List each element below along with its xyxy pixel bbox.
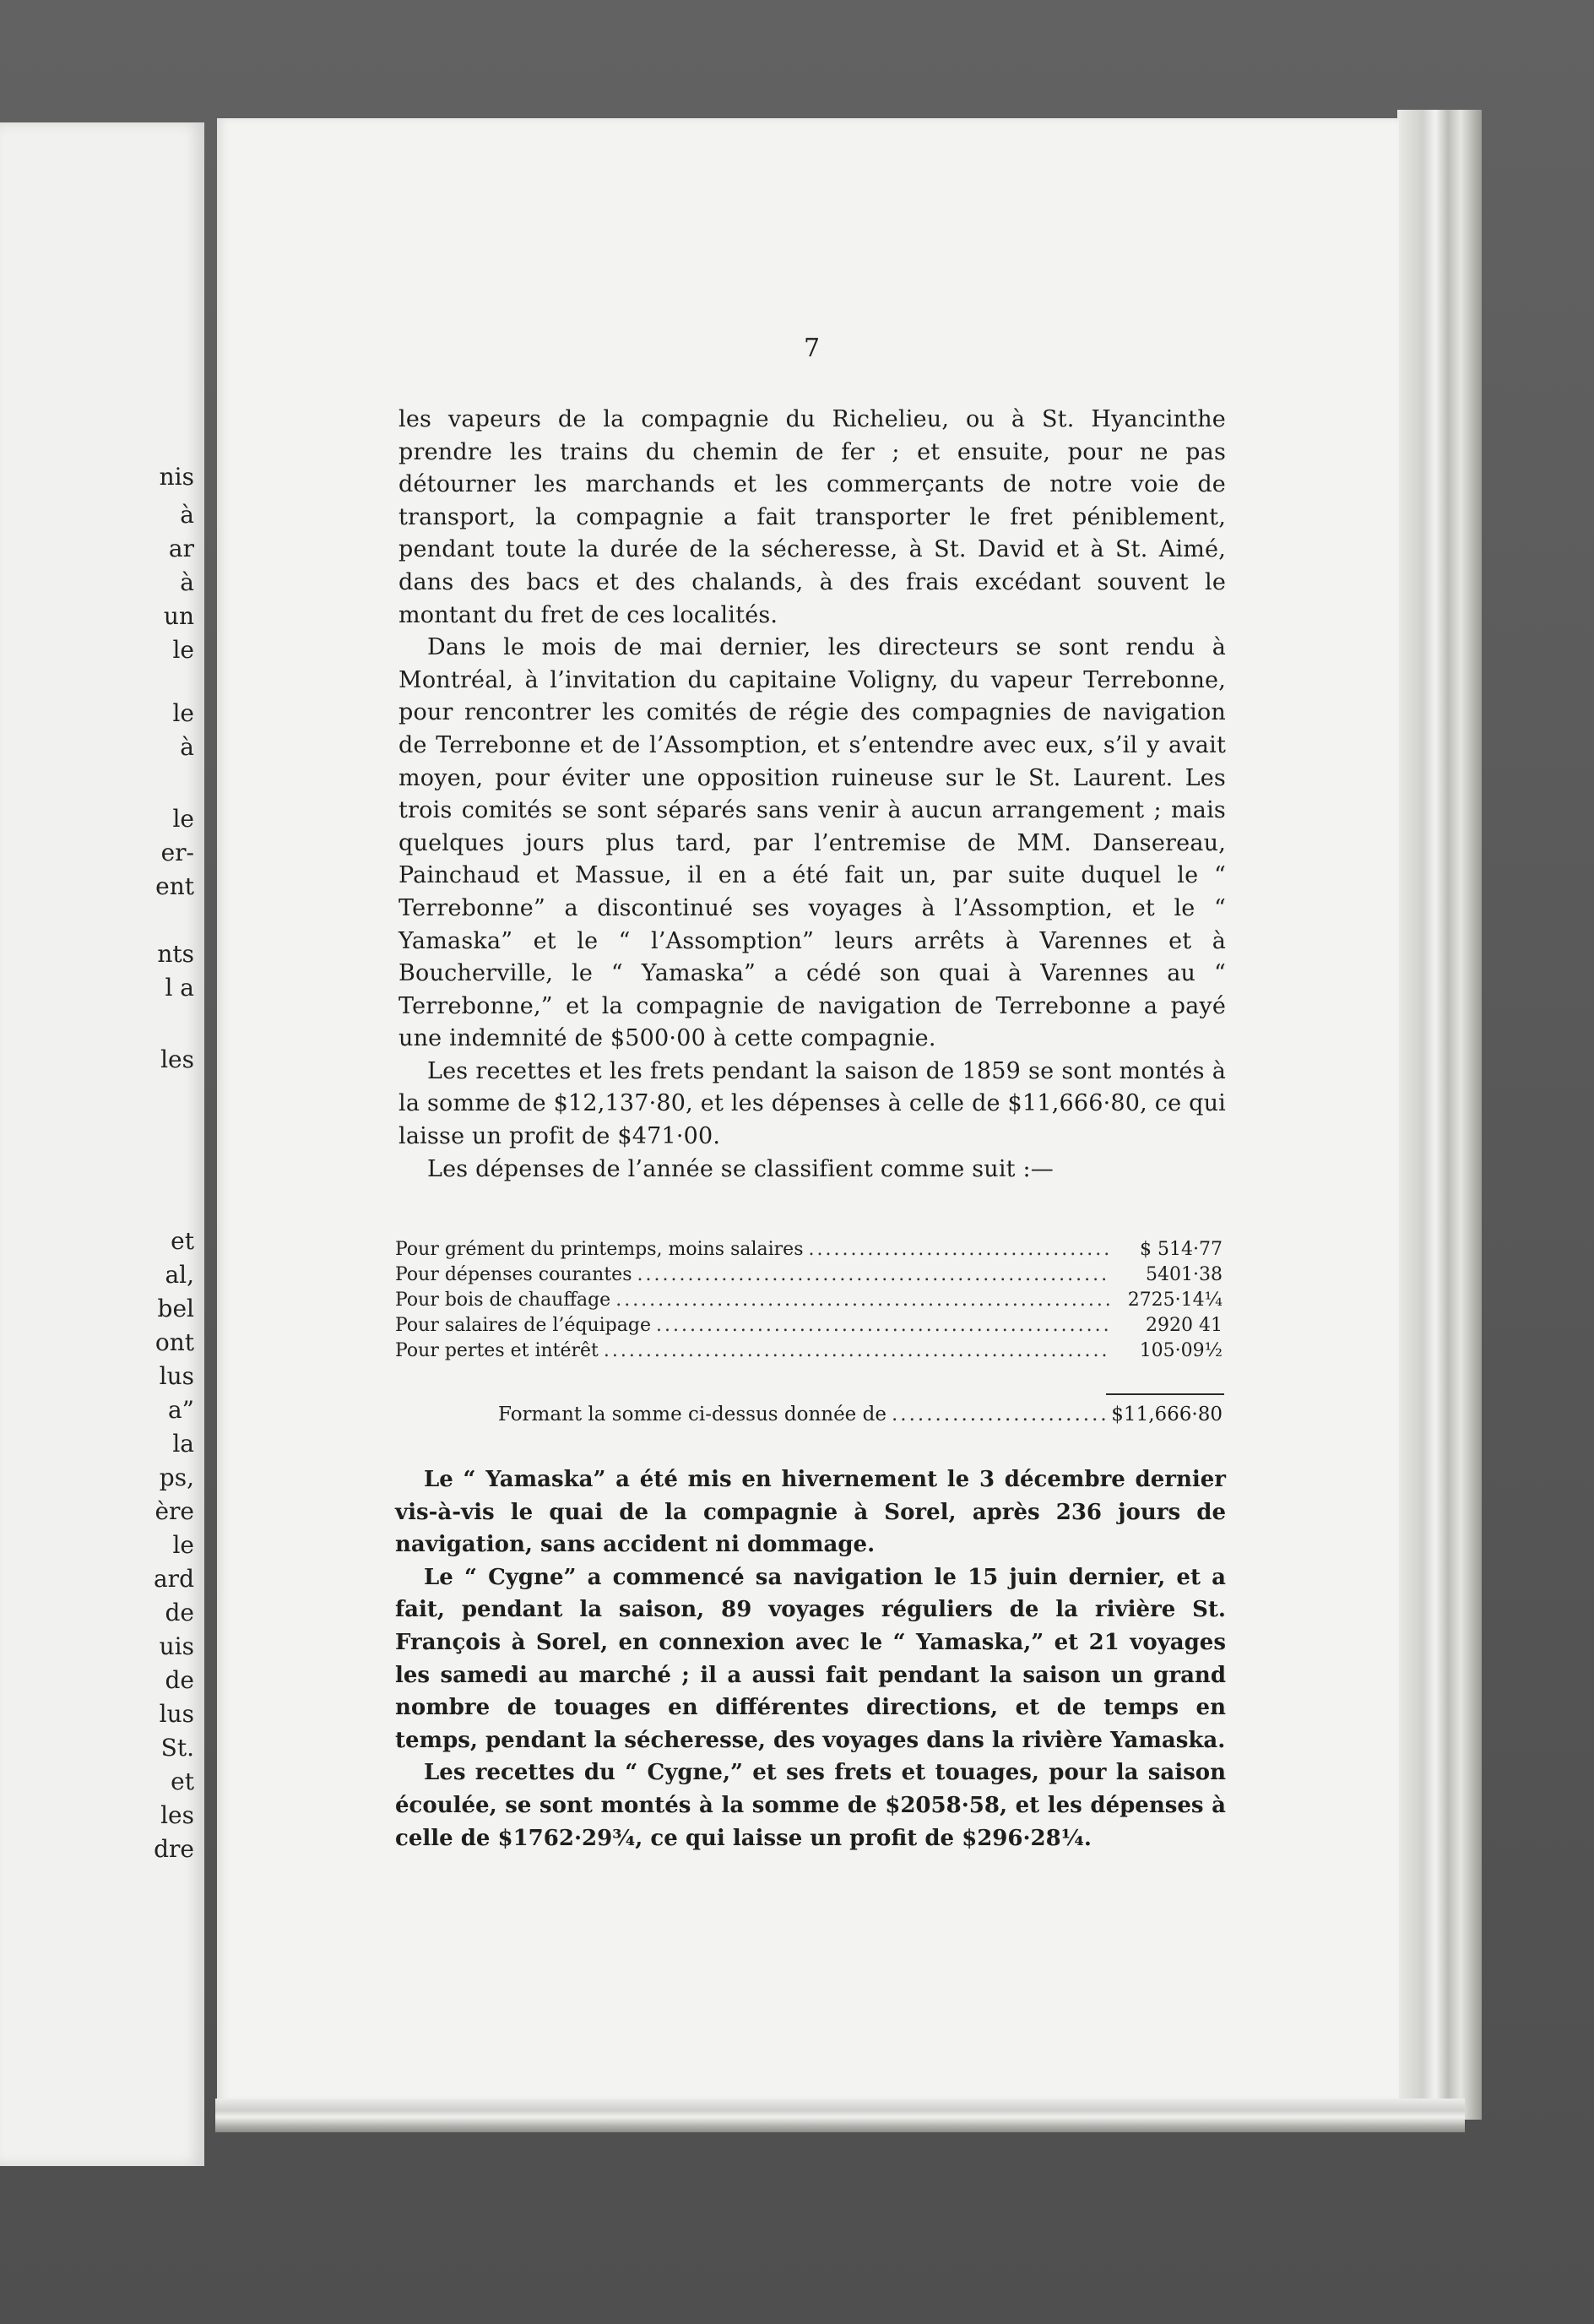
paragraph: Les recettes et les frets pendant la saison de 1859 se sont montés à la somme de $12,137·80, et les dépenses à celle de $11,666·80, ce qui laisse un profit de $471·00. <box>398 1057 1226 1150</box>
expense-label: Pour bois de chauffage <box>395 1290 611 1311</box>
expense-table <box>395 1237 1223 1364</box>
expense-row <box>395 1288 1223 1313</box>
leader-dots <box>615 1288 1109 1313</box>
total-rule <box>1106 1393 1224 1395</box>
expense-row <box>395 1237 1223 1262</box>
total-value: $11,666·80 <box>1111 1404 1223 1425</box>
expense-value: 5401·38 <box>1146 1264 1223 1285</box>
left-page-fragment: St. <box>160 1734 194 1762</box>
page-edges <box>1397 110 1482 2120</box>
expense-value: 105·09½ <box>1139 1340 1223 1361</box>
left-page-fragment: al, <box>165 1261 194 1289</box>
left-page-fragment: lus <box>159 1700 194 1728</box>
expense-row <box>395 1262 1223 1288</box>
leader-dots <box>604 1338 1109 1364</box>
left-page-fragment: le <box>172 1531 194 1559</box>
paragraph: Les dépenses de l’année se classifient comme suit :— <box>427 1155 1055 1182</box>
left-page-fragment: à <box>180 733 194 761</box>
leader-dots <box>892 1402 1106 1427</box>
left-page-fragment: les <box>160 1045 194 1073</box>
left-page-fragment: le <box>172 699 194 727</box>
left-page-fragment: la <box>172 1430 194 1458</box>
total-row <box>498 1402 1223 1427</box>
left-page-fragment: ard <box>153 1565 194 1593</box>
left-page-fragment: et <box>171 1227 194 1255</box>
left-page-fragment: er- <box>160 839 194 866</box>
expense-row <box>395 1338 1223 1364</box>
paragraph: Le “ Yamaska” a été mis en hivernement le 3 décembre dernier vis-à-vis le quai de la compagnie à Sorel, après 236 jours de navigation, sans accident ni dommage. <box>395 1467 1226 1558</box>
left-page-fragment: un <box>163 602 194 630</box>
expense-value: 2725·14¼ <box>1127 1290 1223 1311</box>
paragraph: Les recettes du “ Cygne,” et ses frets et touages, pour la saison écoulée, se sont montés à la somme de $2058·58, et les dépenses à celle de $1762·29¾, ce qui laisse un profit de $296·28¼. <box>395 1760 1226 1851</box>
page-number: 7 <box>804 334 821 363</box>
left-page-fragment: bel <box>157 1295 194 1322</box>
left-page-fragment: ont <box>155 1328 194 1356</box>
expense-value: $ 514·77 <box>1140 1239 1223 1260</box>
left-page-fragment: les <box>160 1801 194 1829</box>
left-page-fragment: de <box>165 1599 194 1626</box>
left-page-fragment: de <box>165 1666 194 1694</box>
expense-label: Pour pertes et intérêt <box>395 1340 599 1361</box>
left-page-fragment: a” <box>167 1396 194 1424</box>
leader-dots <box>637 1262 1110 1288</box>
left-page-fragment: nis <box>159 463 194 491</box>
body-text-upper <box>398 404 1226 1186</box>
left-page-fragment: lus <box>159 1362 194 1390</box>
paragraph: Dans le mois de mai dernier, les directeurs se sont rendu à Montréal, à l’invitation du capitaine Voligny, du vapeur Terrebonne, pour rencontrer les comités de régie des compagnies de navigation de Terrebonne et de l’Assomption, et s’entendre avec eux, s’il y avait moyen, pour éviter une opposition ruineuse sur le St. Laurent. Les trois comités se sont séparés sans venir à aucun arrangement ; mais quelques jours plus tard, par l’entremise de MM. Dansereau, Painchaud et Massue, il en a été fait un, par suite duquel le “ Terrebonne” a discontinué ses voyages à l’Assomption, et le “ Yamaska” et le “ l’Assomption” leurs arrêts à Varennes et à Boucherville, le “ Yamaska” a cédé son quai à Varennes au “ Terrebonne,” et la compagnie de navigation de Terrebonne a payé une indemnité de $500·00 à cette compagnie. <box>398 634 1226 1052</box>
left-page-fragment: ent <box>155 872 194 900</box>
left-page-fragment: ps, <box>159 1463 194 1491</box>
left-page-fragment: l a <box>165 974 194 1002</box>
expense-label: Pour salaires de l’équipage <box>395 1315 651 1336</box>
expense-value: 2920 41 <box>1146 1315 1223 1336</box>
total-label: Formant la somme ci-dessus donnée de <box>498 1404 886 1425</box>
left-page-fragment: et <box>171 1767 194 1795</box>
left-page-fragment: dre <box>154 1835 194 1863</box>
paragraph: Le “ Cygne” a commencé sa navigation le 15 juin dernier, et a fait, pendant la saison, 89 voyages réguliers de la rivière St. François à Sorel, en connexion avec le “ Yamaska,” et 21 voyages les samedi au marché ; il a aussi fait pendant la saison un grand nombre de touages en différentes directions, et de temps en temps, pendant la sécheresse, des voyages dans la rivière Yamaska. <box>395 1564 1226 1753</box>
left-page <box>0 122 204 2166</box>
page-bottom-edges <box>215 2099 1465 2132</box>
leader-dots <box>656 1313 1109 1338</box>
body-text-lower <box>395 1463 1226 1854</box>
paragraph: les vapeurs de la compagnie du Richelieu, ou à St. Hyancinthe prendre les trains du chemin de fer ; et ensuite, pour ne pas détourner les marchands et les commerçants de notre voie de transport, la compagnie a fait transporter le fret péniblement, pendant toute la durée de la sécheresse, à St. David et à St. Aimé, dans des bacs et des chalands, à des frais excédant souvent le montant du fret de ces localités. <box>398 406 1226 628</box>
left-page-fragment: à <box>180 568 194 596</box>
left-page-fragment: ar <box>168 535 194 562</box>
left-page-fragment: le <box>172 805 194 833</box>
left-page-fragment: à <box>180 501 194 529</box>
left-page-fragment: uis <box>159 1632 194 1660</box>
expense-label: Pour dépenses courantes <box>395 1264 632 1285</box>
left-page-fragment: le <box>172 636 194 664</box>
left-page-fragment: ère <box>155 1497 194 1525</box>
leader-dots <box>808 1237 1109 1262</box>
expense-row <box>395 1313 1223 1338</box>
left-page-fragment: nts <box>157 940 194 968</box>
expense-label: Pour grément du printemps, moins salaires <box>395 1239 804 1260</box>
